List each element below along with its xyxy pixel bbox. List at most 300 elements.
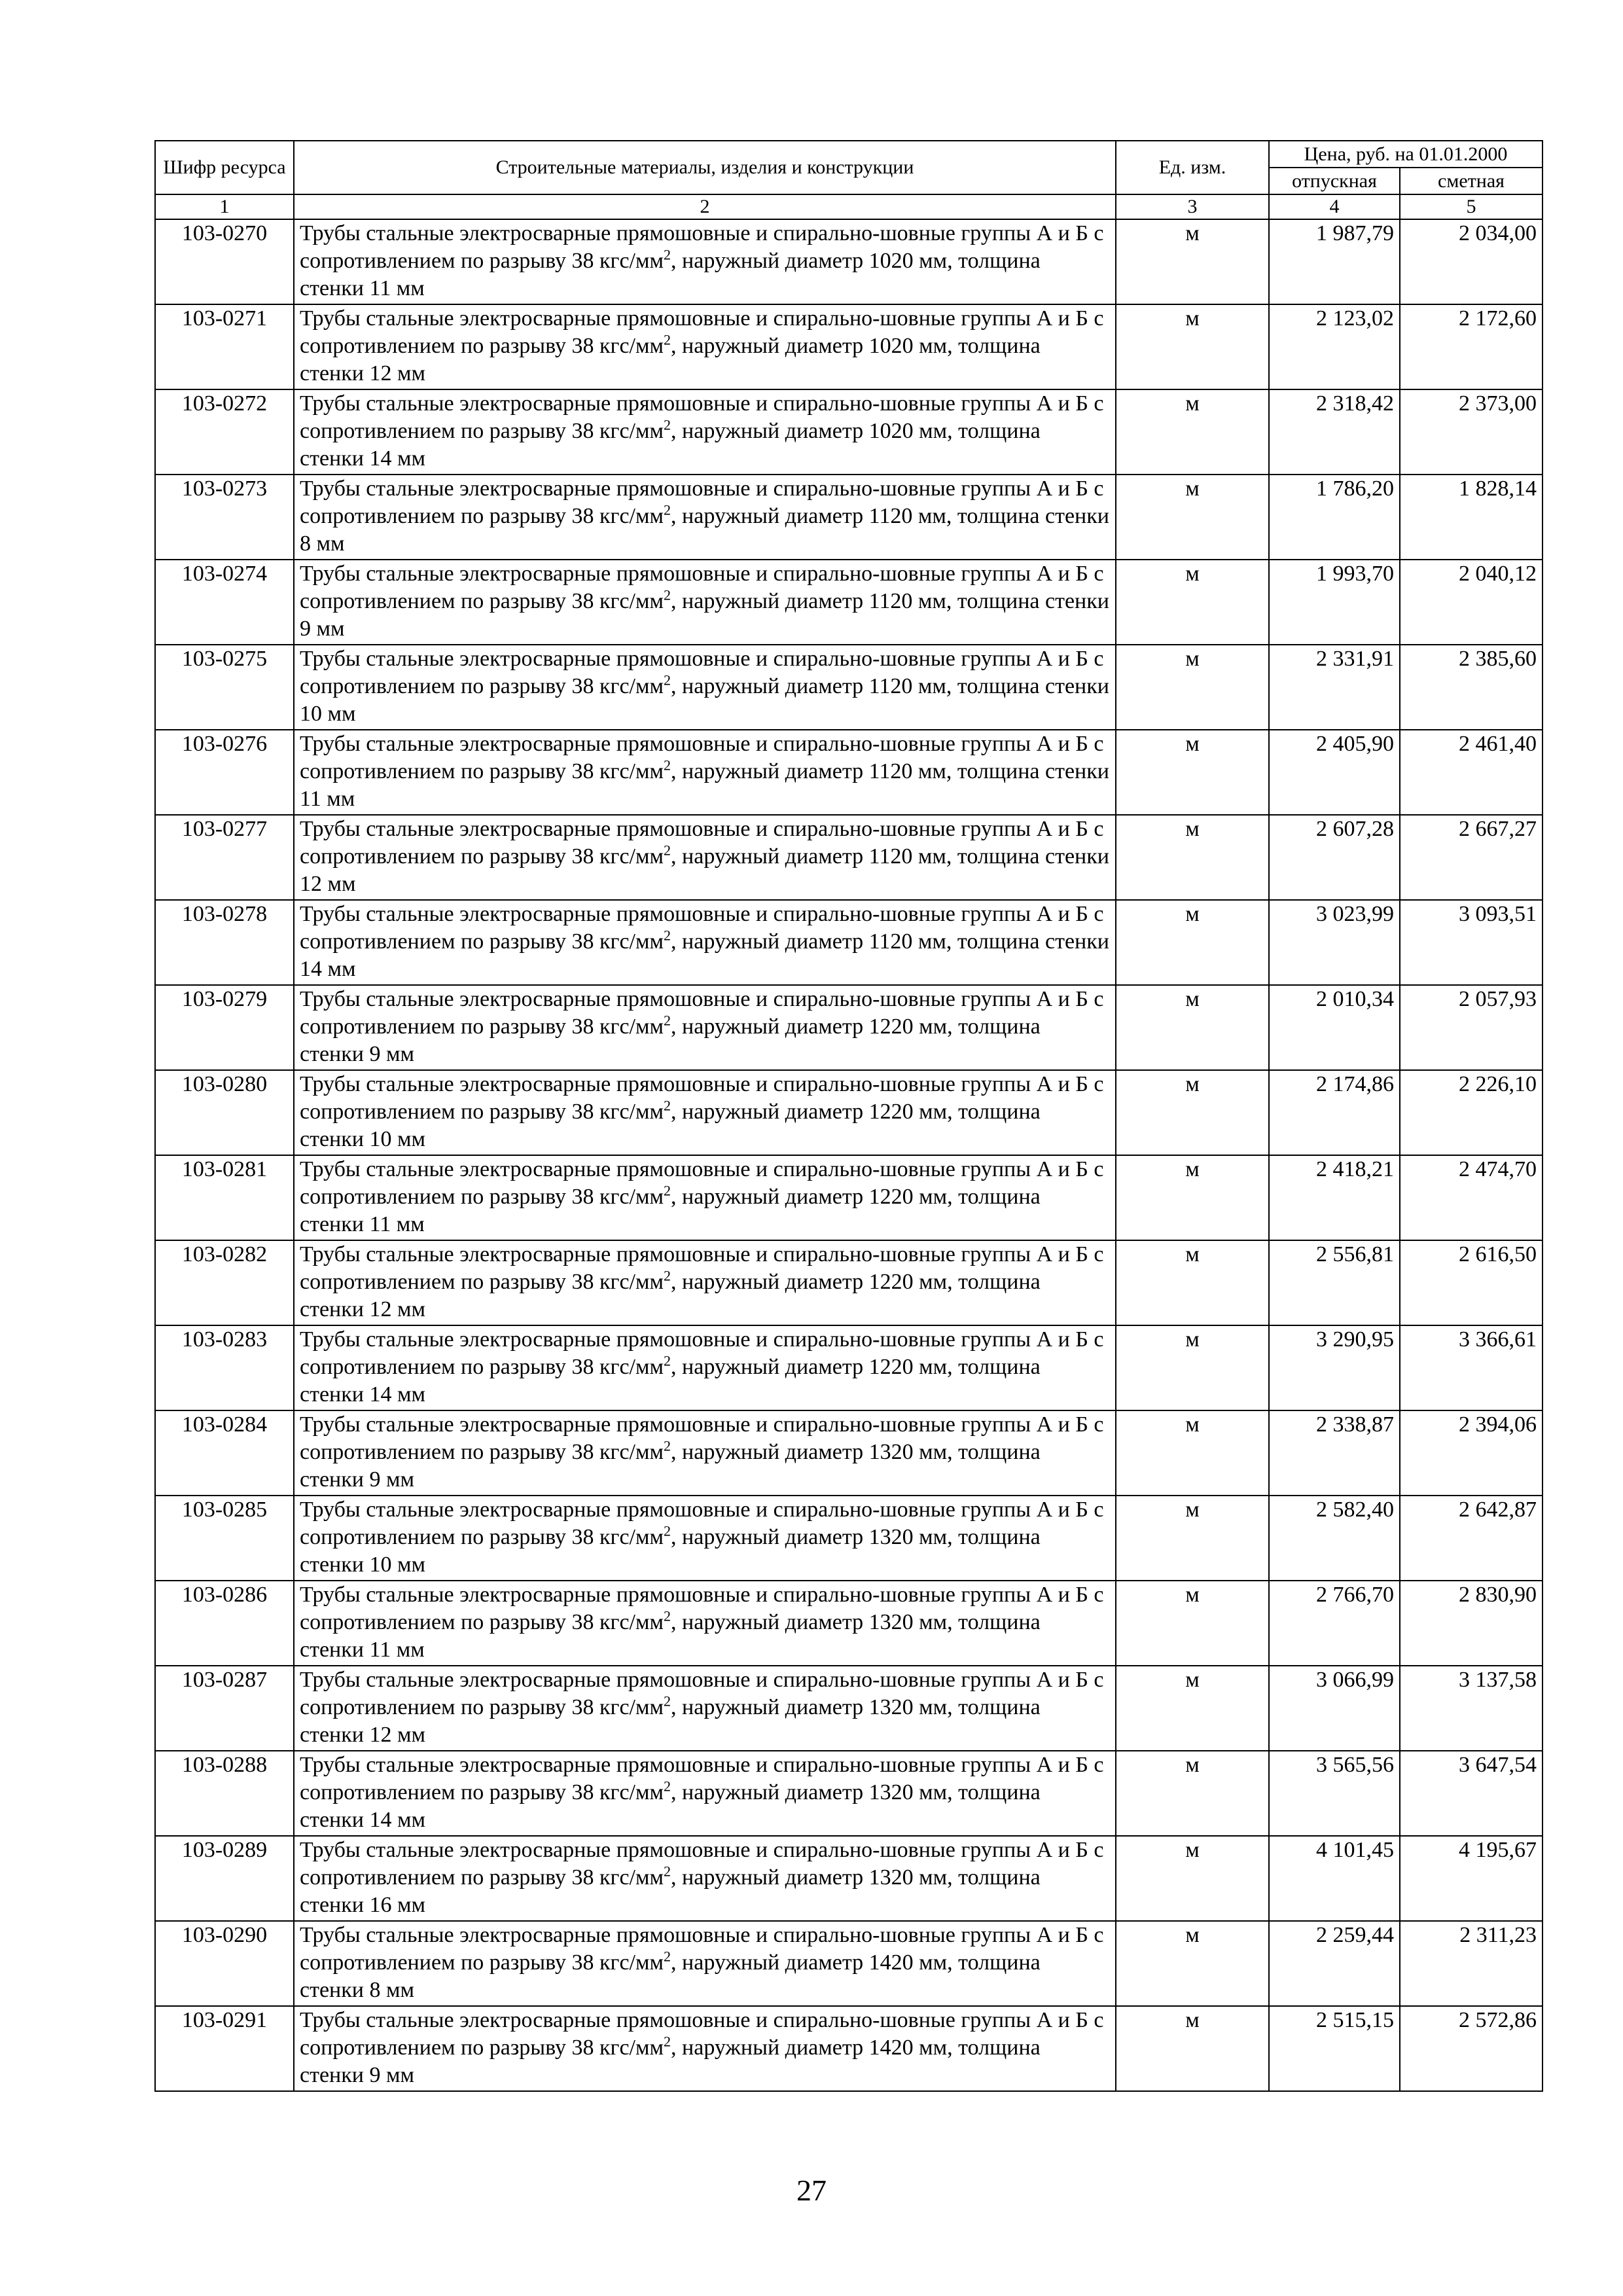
name-wall-label: мм, толщина стенки bbox=[912, 674, 1109, 698]
material-name bbox=[294, 1070, 1116, 1155]
name-superscript: 2 bbox=[664, 1948, 671, 1965]
name-wall-value: 16 bbox=[369, 1893, 392, 1917]
price-estimate: 2 226,10 bbox=[1400, 1070, 1543, 1155]
name-diameter-label: , наружный диаметр bbox=[671, 589, 869, 613]
name-mm: мм bbox=[380, 1042, 414, 1066]
table-row bbox=[155, 1751, 1543, 1836]
unit: м bbox=[1116, 1666, 1269, 1751]
name-mm: мм bbox=[391, 1638, 425, 1662]
col-number-2: 2 bbox=[294, 194, 1116, 219]
name-diameter-value: 1220 bbox=[868, 1100, 914, 1124]
name-diameter-label: , наружный диаметр bbox=[671, 759, 869, 783]
unit: м bbox=[1116, 645, 1269, 730]
table-row bbox=[155, 730, 1543, 815]
name-wall-value: 12 bbox=[369, 361, 392, 386]
price-release: 2 174,86 bbox=[1269, 1070, 1400, 1155]
price-estimate: 2 373,00 bbox=[1400, 389, 1543, 475]
resource-code: 103-0288 bbox=[155, 1751, 294, 1836]
name-wall-label: мм, толщина стенки bbox=[300, 1695, 1041, 1747]
name-text: Трубы стальные электросварные прямошовные и спирально-шовные группы А и Б с сопротивлением по разрыву 38 кгс/мм bbox=[300, 306, 1104, 358]
name-diameter-value: 1020 bbox=[868, 334, 914, 358]
resource-code: 103-0284 bbox=[155, 1410, 294, 1496]
name-wall-label: мм, толщина стенки bbox=[300, 419, 1041, 471]
name-diameter-label: , наружный диаметр bbox=[671, 674, 869, 698]
name-wall-label: мм, толщина стенки bbox=[300, 334, 1041, 386]
material-name bbox=[294, 1836, 1116, 1921]
table-row bbox=[155, 475, 1543, 560]
price-estimate: 2 040,12 bbox=[1400, 560, 1543, 645]
name-diameter-label: , наружный диаметр bbox=[671, 929, 869, 954]
material-name bbox=[294, 900, 1116, 985]
table-row bbox=[155, 1666, 1543, 1751]
name-text: Трубы стальные электросварные прямошовные и спирально-шовные группы А и Б с сопротивлением по разрыву 38 кгс/мм bbox=[300, 2008, 1104, 2060]
material-name bbox=[294, 1410, 1116, 1496]
table-row bbox=[155, 1240, 1543, 1325]
material-name bbox=[294, 1921, 1116, 2006]
name-diameter-label: , наружный диаметр bbox=[671, 1014, 869, 1039]
name-wall-value: 14 bbox=[300, 957, 322, 981]
resource-code: 103-0274 bbox=[155, 560, 294, 645]
name-wall-label: мм, толщина стенки bbox=[300, 1610, 1041, 1662]
name-mm: мм bbox=[322, 957, 356, 981]
name-diameter-value: 1320 bbox=[868, 1610, 914, 1634]
name-mm: мм bbox=[391, 1212, 425, 1236]
price-estimate: 3 137,58 bbox=[1400, 1666, 1543, 1751]
unit: м bbox=[1116, 475, 1269, 560]
name-wall-label: мм, толщина стенки bbox=[300, 1780, 1041, 1832]
unit: м bbox=[1116, 304, 1269, 389]
name-diameter-value: 1120 bbox=[868, 759, 913, 783]
unit: м bbox=[1116, 1155, 1269, 1240]
unit: м bbox=[1116, 1240, 1269, 1325]
name-wall-value: 11 bbox=[300, 787, 321, 811]
name-mm: мм bbox=[391, 446, 425, 471]
resource-code: 103-0277 bbox=[155, 815, 294, 900]
name-superscript: 2 bbox=[664, 1522, 671, 1539]
name-superscript: 2 bbox=[664, 1012, 671, 1029]
name-diameter-label: , наружный диаметр bbox=[671, 1185, 869, 1209]
name-mm: мм bbox=[311, 531, 345, 556]
unit: м bbox=[1116, 730, 1269, 815]
name-diameter-value: 1320 bbox=[868, 1780, 914, 1804]
name-wall-value: 12 bbox=[369, 1297, 392, 1321]
name-wall-label: мм, толщина стенки bbox=[300, 1014, 1041, 1066]
name-diameter-label: , наружный диаметр bbox=[671, 1355, 869, 1379]
name-text: Трубы стальные электросварные прямошовные и спирально-шовные группы А и Б с сопротивлением по разрыву 38 кгс/мм bbox=[300, 391, 1104, 443]
name-text: Трубы стальные электросварные прямошовные и спирально-шовные группы А и Б с сопротивлением по разрыву 38 кгс/мм bbox=[300, 987, 1104, 1039]
unit: м bbox=[1116, 219, 1269, 304]
name-wall-value: 9 bbox=[300, 617, 311, 641]
page-number: 27 bbox=[796, 2174, 827, 2207]
header-name: Строительные материалы, изделия и конструкции bbox=[294, 141, 1116, 194]
unit: м bbox=[1116, 560, 1269, 645]
material-name bbox=[294, 1496, 1116, 1581]
name-mm: мм bbox=[391, 1808, 425, 1832]
header-unit: Ед. изм. bbox=[1116, 141, 1269, 194]
header-price-estimate: сметная bbox=[1400, 168, 1543, 194]
name-diameter-label: , наружный диаметр bbox=[671, 419, 869, 443]
name-mm: мм bbox=[391, 1552, 425, 1577]
name-wall-label: мм, толщина стенки bbox=[300, 1100, 1041, 1151]
name-mm: мм bbox=[380, 1978, 414, 2002]
name-diameter-value: 1120 bbox=[868, 844, 913, 869]
name-superscript: 2 bbox=[664, 927, 671, 944]
name-text: Трубы стальные электросварные прямошовные и спирально-шовные группы А и Б с сопротивлением по разрыву 38 кгс/мм bbox=[300, 1583, 1104, 1634]
name-superscript: 2 bbox=[664, 1693, 671, 1710]
price-release: 2 010,34 bbox=[1269, 985, 1400, 1070]
price-release: 2 338,87 bbox=[1269, 1410, 1400, 1496]
name-diameter-value: 1020 bbox=[868, 419, 914, 443]
material-name bbox=[294, 219, 1116, 304]
name-superscript: 2 bbox=[664, 757, 671, 774]
name-text: Трубы стальные электросварные прямошовные и спирально-шовные группы А и Б с сопротивлением по разрыву 38 кгс/мм bbox=[300, 1923, 1104, 1975]
price-estimate: 2 616,50 bbox=[1400, 1240, 1543, 1325]
name-diameter-label: , наружный диаметр bbox=[671, 2036, 869, 2060]
price-release: 4 101,45 bbox=[1269, 1836, 1400, 1921]
name-diameter-value: 1020 bbox=[868, 249, 914, 273]
name-diameter-value: 1120 bbox=[868, 589, 913, 613]
name-wall-label: мм, толщина стенки bbox=[300, 1865, 1041, 1917]
name-diameter-label: , наружный диаметр bbox=[671, 1610, 869, 1634]
name-wall-label: мм, толщина стенки bbox=[300, 1440, 1041, 1492]
name-diameter-value: 1220 bbox=[868, 1185, 914, 1209]
col-number-3: 3 bbox=[1116, 194, 1269, 219]
resource-code: 103-0289 bbox=[155, 1836, 294, 1921]
resource-code: 103-0280 bbox=[155, 1070, 294, 1155]
price-estimate: 2 394,06 bbox=[1400, 1410, 1543, 1496]
header-price-release: отпускная bbox=[1269, 168, 1400, 194]
material-name bbox=[294, 2006, 1116, 2091]
material-name bbox=[294, 815, 1116, 900]
name-diameter-label: , наружный диаметр bbox=[671, 1270, 869, 1294]
name-mm: мм bbox=[380, 1467, 414, 1492]
price-release: 3 565,56 bbox=[1269, 1751, 1400, 1836]
name-wall-value: 12 bbox=[300, 872, 322, 896]
name-wall-label: мм, толщина стенки bbox=[912, 929, 1109, 954]
name-mm: мм bbox=[391, 1893, 425, 1917]
unit: м bbox=[1116, 389, 1269, 475]
material-name bbox=[294, 1155, 1116, 1240]
col-number-4: 4 bbox=[1269, 194, 1400, 219]
name-text: Трубы стальные электросварные прямошовные и спирально-шовные группы А и Б с сопротивлением по разрыву 38 кгс/мм bbox=[300, 1327, 1104, 1379]
name-wall-value: 11 bbox=[369, 276, 391, 300]
name-superscript: 2 bbox=[664, 1863, 671, 1880]
name-wall-label: мм, толщина стенки bbox=[300, 1355, 1041, 1407]
name-text: Трубы стальные электросварные прямошовные и спирально-шовные группы А и Б с сопротивлением по разрыву 38 кгс/мм bbox=[300, 817, 1104, 869]
name-superscript: 2 bbox=[664, 1182, 671, 1199]
price-release: 3 023,99 bbox=[1269, 900, 1400, 985]
unit: м bbox=[1116, 1070, 1269, 1155]
name-wall-label: мм, толщина стенки bbox=[300, 1270, 1041, 1321]
price-release: 2 515,15 bbox=[1269, 2006, 1400, 2091]
unit: м bbox=[1116, 985, 1269, 1070]
resource-code: 103-0285 bbox=[155, 1496, 294, 1581]
material-name bbox=[294, 1240, 1116, 1325]
name-diameter-label: , наружный диаметр bbox=[671, 844, 869, 869]
price-estimate: 2 034,00 bbox=[1400, 219, 1543, 304]
name-text: Трубы стальные электросварные прямошовные и спирально-шовные группы А и Б с сопротивлением по разрыву 38 кгс/мм bbox=[300, 1498, 1104, 1549]
name-mm: мм bbox=[321, 787, 355, 811]
name-superscript: 2 bbox=[664, 246, 671, 263]
name-wall-value: 9 bbox=[369, 2063, 381, 2087]
name-superscript: 2 bbox=[664, 2033, 671, 2050]
price-estimate: 2 667,27 bbox=[1400, 815, 1543, 900]
name-text: Трубы стальные электросварные прямошовные и спирально-шовные группы А и Б с сопротивлением по разрыву 38 кгс/мм bbox=[300, 1753, 1104, 1804]
name-diameter-value: 1320 bbox=[868, 1865, 914, 1890]
price-release: 2 123,02 bbox=[1269, 304, 1400, 389]
name-diameter-label: , наружный диаметр bbox=[671, 1780, 869, 1804]
price-estimate: 2 311,23 bbox=[1400, 1921, 1543, 2006]
unit: м bbox=[1116, 2006, 1269, 2091]
name-wall-label: мм, толщина стенки bbox=[300, 1525, 1041, 1577]
table-row bbox=[155, 1070, 1543, 1155]
name-wall-label: мм, толщина стенки bbox=[912, 844, 1109, 869]
table-body bbox=[155, 219, 1543, 2091]
table-row bbox=[155, 815, 1543, 900]
name-wall-value: 9 bbox=[369, 1042, 381, 1066]
table-row bbox=[155, 645, 1543, 730]
name-superscript: 2 bbox=[664, 586, 671, 603]
price-estimate: 2 172,60 bbox=[1400, 304, 1543, 389]
unit: м bbox=[1116, 900, 1269, 985]
header-code: Шифр ресурса bbox=[155, 141, 294, 194]
price-release: 2 418,21 bbox=[1269, 1155, 1400, 1240]
unit: м bbox=[1116, 1751, 1269, 1836]
resource-code: 103-0270 bbox=[155, 219, 294, 304]
name-wall-value: 8 bbox=[369, 1978, 381, 2002]
name-text: Трубы стальные электросварные прямошовные и спирально-шовные группы А и Б с сопротивлением по разрыву 38 кгс/мм bbox=[300, 647, 1104, 698]
price-release: 1 987,79 bbox=[1269, 219, 1400, 304]
price-release: 2 556,81 bbox=[1269, 1240, 1400, 1325]
name-wall-label: мм, толщина стенки bbox=[300, 1185, 1041, 1236]
name-diameter-label: , наружный диаметр bbox=[671, 504, 869, 528]
material-name bbox=[294, 730, 1116, 815]
col-number-5: 5 bbox=[1400, 194, 1543, 219]
name-text: Трубы стальные электросварные прямошовные и спирально-шовные группы А и Б с сопротивлением по разрыву 38 кгс/мм bbox=[300, 1157, 1104, 1209]
material-name bbox=[294, 1325, 1116, 1410]
name-wall-value: 9 bbox=[369, 1467, 381, 1492]
table-row bbox=[155, 1155, 1543, 1240]
name-diameter-value: 1420 bbox=[868, 1950, 914, 1975]
name-wall-label: мм, толщина стенки bbox=[912, 759, 1109, 783]
name-mm: мм bbox=[322, 702, 356, 726]
price-release: 2 259,44 bbox=[1269, 1921, 1400, 2006]
table-row bbox=[155, 985, 1543, 1070]
name-superscript: 2 bbox=[664, 672, 671, 689]
name-superscript: 2 bbox=[664, 416, 671, 433]
name-diameter-label: , наружный диаметр bbox=[671, 1525, 869, 1549]
name-diameter-label: , наружный диаметр bbox=[671, 1100, 869, 1124]
name-wall-label: мм, толщина стенки bbox=[300, 1950, 1041, 2002]
resource-code: 103-0287 bbox=[155, 1666, 294, 1751]
name-mm: мм bbox=[391, 1382, 425, 1407]
name-diameter-label: , наружный диаметр bbox=[671, 249, 869, 273]
price-estimate: 3 093,51 bbox=[1400, 900, 1543, 985]
material-name bbox=[294, 389, 1116, 475]
unit: м bbox=[1116, 1921, 1269, 2006]
name-text: Трубы стальные электросварные прямошовные и спирально-шовные группы А и Б с сопротивлением по разрыву 38 кгс/мм bbox=[300, 221, 1104, 273]
price-release: 2 331,91 bbox=[1269, 645, 1400, 730]
name-text: Трубы стальные электросварные прямошовные и спирально-шовные группы А и Б с сопротивлением по разрыву 38 кгс/мм bbox=[300, 1242, 1104, 1294]
material-name bbox=[294, 645, 1116, 730]
table-row bbox=[155, 1836, 1543, 1921]
name-superscript: 2 bbox=[664, 1097, 671, 1114]
name-diameter-label: , наружный диаметр bbox=[671, 1440, 869, 1464]
price-release: 2 766,70 bbox=[1269, 1581, 1400, 1666]
table-row bbox=[155, 304, 1543, 389]
material-name bbox=[294, 985, 1116, 1070]
name-wall-value: 10 bbox=[369, 1552, 392, 1577]
unit: м bbox=[1116, 1496, 1269, 1581]
name-diameter-value: 1220 bbox=[868, 1270, 914, 1294]
name-superscript: 2 bbox=[664, 501, 671, 518]
table-row bbox=[155, 1581, 1543, 1666]
price-release: 1 786,20 bbox=[1269, 475, 1400, 560]
name-wall-value: 14 bbox=[369, 1382, 392, 1407]
name-wall-value: 12 bbox=[369, 1723, 392, 1747]
name-mm: мм bbox=[391, 276, 425, 300]
table-row bbox=[155, 219, 1543, 304]
table-row bbox=[155, 900, 1543, 985]
price-estimate: 1 828,14 bbox=[1400, 475, 1543, 560]
name-superscript: 2 bbox=[664, 1607, 671, 1624]
name-text: Трубы стальные электросварные прямошовные и спирально-шовные группы А и Б с сопротивлением по разрыву 38 кгс/мм bbox=[300, 562, 1104, 613]
resource-code: 103-0279 bbox=[155, 985, 294, 1070]
name-diameter-value: 1220 bbox=[868, 1014, 914, 1039]
name-superscript: 2 bbox=[664, 1778, 671, 1795]
table-row bbox=[155, 1921, 1543, 2006]
price-estimate: 2 642,87 bbox=[1400, 1496, 1543, 1581]
header-price: Цена, руб. на 01.01.2000 bbox=[1269, 141, 1543, 168]
resource-code: 103-0272 bbox=[155, 389, 294, 475]
resource-code: 103-0286 bbox=[155, 1581, 294, 1666]
price-estimate: 4 195,67 bbox=[1400, 1836, 1543, 1921]
name-wall-label: мм, толщина стенки bbox=[912, 589, 1109, 613]
name-diameter-value: 1120 bbox=[868, 929, 913, 954]
price-release: 2 318,42 bbox=[1269, 389, 1400, 475]
resource-code: 103-0291 bbox=[155, 2006, 294, 2091]
resource-code: 103-0276 bbox=[155, 730, 294, 815]
name-wall-value: 11 bbox=[369, 1638, 391, 1662]
resource-code: 103-0281 bbox=[155, 1155, 294, 1240]
name-superscript: 2 bbox=[664, 1352, 671, 1369]
unit: м bbox=[1116, 1325, 1269, 1410]
name-mm: мм bbox=[311, 617, 345, 641]
table-row bbox=[155, 2006, 1543, 2091]
price-estimate: 2 057,93 bbox=[1400, 985, 1543, 1070]
name-superscript: 2 bbox=[664, 331, 671, 348]
name-mm: мм bbox=[391, 1127, 425, 1151]
name-wall-label: мм, толщина стенки bbox=[300, 249, 1041, 300]
name-diameter-label: , наружный диаметр bbox=[671, 334, 869, 358]
resource-code: 103-0290 bbox=[155, 1921, 294, 2006]
name-text: Трубы стальные электросварные прямошовные и спирально-шовные группы А и Б с сопротивлением по разрыву 38 кгс/мм bbox=[300, 902, 1104, 954]
material-name bbox=[294, 304, 1116, 389]
name-mm: мм bbox=[391, 1723, 425, 1747]
price-estimate: 3 366,61 bbox=[1400, 1325, 1543, 1410]
name-wall-value: 10 bbox=[369, 1127, 392, 1151]
name-diameter-value: 1320 bbox=[868, 1695, 914, 1719]
name-diameter-label: , наружный диаметр bbox=[671, 1950, 869, 1975]
material-name bbox=[294, 475, 1116, 560]
material-name bbox=[294, 1581, 1116, 1666]
name-diameter-value: 1120 bbox=[868, 504, 913, 528]
name-diameter-value: 1420 bbox=[868, 2036, 914, 2060]
name-text: Трубы стальные электросварные прямошовные и спирально-шовные группы А и Б с сопротивлением по разрыву 38 кгс/мм bbox=[300, 1412, 1104, 1464]
name-diameter-value: 1320 bbox=[868, 1525, 914, 1549]
name-superscript: 2 bbox=[664, 1437, 671, 1454]
col-number-1: 1 bbox=[155, 194, 294, 219]
name-diameter-value: 1220 bbox=[868, 1355, 914, 1379]
price-estimate: 2 385,60 bbox=[1400, 645, 1543, 730]
price-release: 3 066,99 bbox=[1269, 1666, 1400, 1751]
name-diameter-label: , наружный диаметр bbox=[671, 1695, 869, 1719]
name-superscript: 2 bbox=[664, 1267, 671, 1284]
table-row bbox=[155, 560, 1543, 645]
name-diameter-value: 1120 bbox=[868, 674, 913, 698]
name-mm: мм bbox=[380, 2063, 414, 2087]
name-mm: мм bbox=[391, 361, 425, 386]
price-release: 2 405,90 bbox=[1269, 730, 1400, 815]
price-release: 2 582,40 bbox=[1269, 1496, 1400, 1581]
resource-code: 103-0283 bbox=[155, 1325, 294, 1410]
price-estimate: 3 647,54 bbox=[1400, 1751, 1543, 1836]
price-estimate: 2 830,90 bbox=[1400, 1581, 1543, 1666]
price-estimate: 2 461,40 bbox=[1400, 730, 1543, 815]
name-wall-value: 10 bbox=[300, 702, 322, 726]
price-release: 1 993,70 bbox=[1269, 560, 1400, 645]
resource-code: 103-0271 bbox=[155, 304, 294, 389]
table-row bbox=[155, 1496, 1543, 1581]
table-row bbox=[155, 389, 1543, 475]
name-wall-value: 8 bbox=[300, 531, 311, 556]
name-wall-value: 14 bbox=[369, 446, 392, 471]
name-wall-label: мм, толщина стенки bbox=[300, 2036, 1041, 2087]
name-diameter-label: , наружный диаметр bbox=[671, 1865, 869, 1890]
name-text: Трубы стальные электросварные прямошовные и спирально-шовные группы А и Б с сопротивлением по разрыву 38 кгс/мм bbox=[300, 732, 1104, 783]
unit: м bbox=[1116, 1410, 1269, 1496]
name-diameter-value: 1320 bbox=[868, 1440, 914, 1464]
price-table bbox=[154, 140, 1543, 2092]
material-name bbox=[294, 1751, 1116, 1836]
name-text: Трубы стальные электросварные прямошовные и спирально-шовные группы А и Б с сопротивлением по разрыву 38 кгс/мм bbox=[300, 1072, 1104, 1124]
price-release: 2 607,28 bbox=[1269, 815, 1400, 900]
resource-code: 103-0278 bbox=[155, 900, 294, 985]
name-text: Трубы стальные электросварные прямошовные и спирально-шовные группы А и Б с сопротивлением по разрыву 38 кгс/мм bbox=[300, 1838, 1104, 1890]
name-mm: мм bbox=[391, 1297, 425, 1321]
material-name bbox=[294, 1666, 1116, 1751]
name-text: Трубы стальные электросварные прямошовные и спирально-шовные группы А и Б с сопротивлением по разрыву 38 кгс/мм bbox=[300, 1668, 1104, 1719]
name-wall-label: мм, толщина стенки bbox=[912, 504, 1109, 528]
unit: м bbox=[1116, 1836, 1269, 1921]
name-wall-value: 14 bbox=[369, 1808, 392, 1832]
price-release: 3 290,95 bbox=[1269, 1325, 1400, 1410]
table-row bbox=[155, 1325, 1543, 1410]
name-mm: мм bbox=[322, 872, 356, 896]
unit: м bbox=[1116, 1581, 1269, 1666]
table-row bbox=[155, 1410, 1543, 1496]
unit: м bbox=[1116, 815, 1269, 900]
resource-code: 103-0282 bbox=[155, 1240, 294, 1325]
name-wall-value: 11 bbox=[369, 1212, 391, 1236]
resource-code: 103-0273 bbox=[155, 475, 294, 560]
resource-code: 103-0275 bbox=[155, 645, 294, 730]
name-superscript: 2 bbox=[664, 842, 671, 859]
price-estimate: 2 474,70 bbox=[1400, 1155, 1543, 1240]
name-text: Трубы стальные электросварные прямошовные и спирально-шовные группы А и Б с сопротивлением по разрыву 38 кгс/мм bbox=[300, 476, 1104, 528]
price-estimate: 2 572,86 bbox=[1400, 2006, 1543, 2091]
material-name bbox=[294, 560, 1116, 645]
